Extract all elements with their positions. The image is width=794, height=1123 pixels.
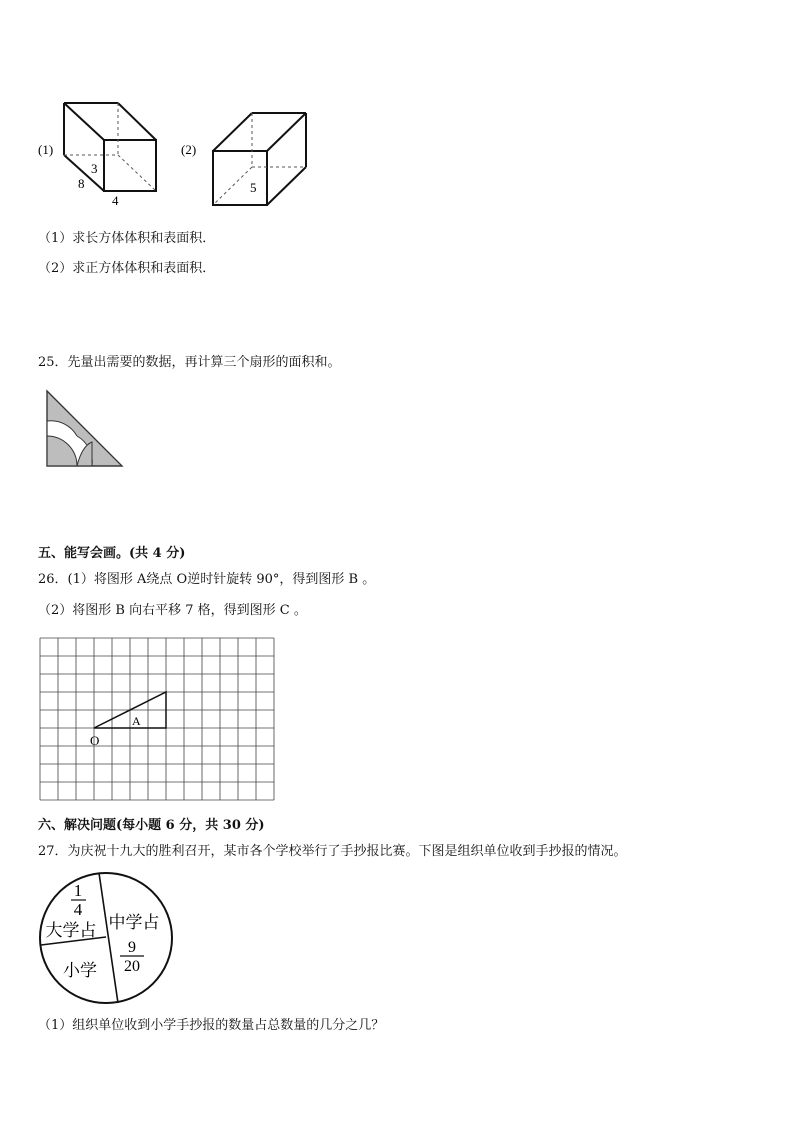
section6-heading: 六、解决问题(每小题 6 分，共 30 分)	[38, 818, 265, 833]
fig1-length-label: 4	[112, 193, 119, 208]
q24-sub2: （2）求正方体体积和表面积．	[38, 261, 216, 276]
university-label: 大学占	[45, 921, 97, 940]
q26-line1: 26．(1）将图形 A绕点 O逆时针旋转 90°，得到图形 B 。	[38, 572, 376, 587]
q27-pie-figure	[36, 868, 176, 1008]
primary-label: 小学	[63, 961, 97, 980]
pie-diagram	[36, 868, 176, 1008]
q27-text: 27．为庆祝十九大的胜利召开，某市各个学校举行了手抄报比赛。下图是组织单位收到手抄报的情况。	[38, 844, 627, 859]
section5-heading: 五、能写会画。(共 4 分)	[38, 546, 186, 561]
q25-text: 25．先量出需要的数据，再计算三个扇形的面积和。	[38, 355, 341, 370]
university-frac-num: 1	[73, 881, 83, 900]
shape-a-label: A	[132, 714, 141, 728]
middle-label: 中学占	[108, 913, 160, 932]
fig2-edge-label: 5	[250, 180, 257, 195]
q25-figure	[44, 388, 128, 472]
square-grid	[38, 636, 278, 806]
q24-figures	[30, 95, 330, 210]
cube-2	[213, 113, 306, 205]
q26-grid	[38, 636, 278, 806]
point-o-label: O	[90, 733, 100, 748]
q27-sub1: （1）组织单位收到小学手抄报的数量占总数量的几分之几？	[38, 1018, 385, 1033]
triangle-sectors-figure	[44, 388, 128, 472]
middle-frac-num: 9	[128, 939, 136, 956]
cuboid-figures	[30, 95, 330, 210]
fig1-width-label: 8	[78, 176, 85, 191]
fig2-label: (2)	[181, 142, 197, 157]
q24-sub1: （1）求长方体体积和表面积．	[38, 231, 216, 246]
fig1-height-label: 3	[91, 161, 98, 176]
middle-frac-den: 20	[124, 958, 140, 975]
university-frac-den: 4	[73, 900, 83, 919]
fig1-label: (1)	[38, 142, 54, 157]
q26-line2: （2）将图形 B 向右平移 7 格，得到图形 C 。	[38, 603, 307, 618]
